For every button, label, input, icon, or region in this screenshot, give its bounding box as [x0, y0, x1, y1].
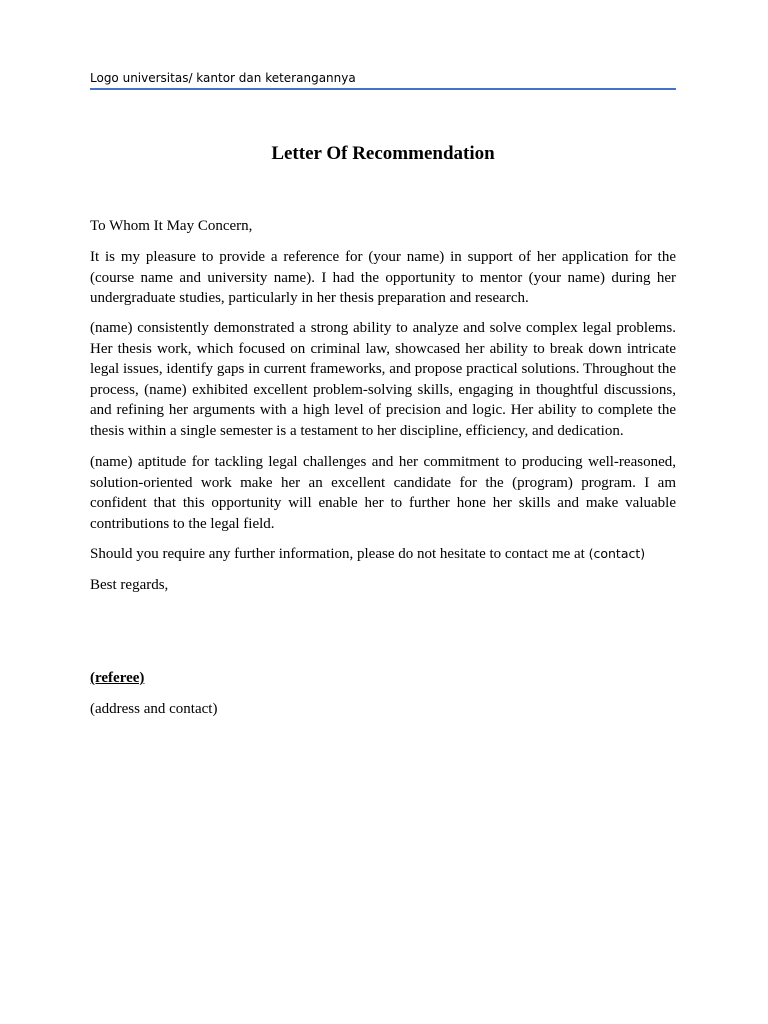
contact-placeholder: (contact) [588, 546, 646, 561]
paragraph-abilities: (name) consistently demonstrated a strong ability to analyze and solve complex legal problems. Her thesis work, which focused on criminal law, showcased her ability to break down intricate legal issues, identify gaps in current frameworks, and propose practical solutions. Throughout the process, (name) exhibited excellent problem-solving skills, engaging in thoughtful discussions, and refining her arguments with a high level of precision and logic. Her ability to complete the thesis within a single semester is a testament to her discipline, efficiency, and dedication. [90, 320, 676, 439]
salutation: To Whom It May Concern, [90, 218, 253, 234]
letter-title: Letter Of Recommendation [271, 143, 495, 164]
paragraph-aptitude: (name) aptitude for tackling legal challenges and her commitment to producing well-reasoned, solution-oriented work make her an excellent candidate for the (program) program. I am confident that this opportunity will enable her to further hone her skills and make valuable contributions to the legal field. [90, 454, 676, 532]
referee-address: (address and contact) [90, 701, 218, 717]
contact-paragraph [90, 544, 676, 565]
letterhead-text: Logo universitas/ kantor dan keterangannya [90, 71, 356, 85]
contact-sentence: Should you require any further information, please do not hesitate to contact me at [90, 546, 589, 562]
closing: Best regards, [90, 577, 169, 593]
paragraph-introduction: It is my pleasure to provide a reference for (your name) in support of her application for the (course name and university name). I had the opportunity to mentor (your name) during her undergraduate studies, particularly in her thesis preparation and research. [90, 249, 676, 306]
letterhead [90, 70, 676, 90]
referee-name: (referee) [90, 670, 145, 686]
